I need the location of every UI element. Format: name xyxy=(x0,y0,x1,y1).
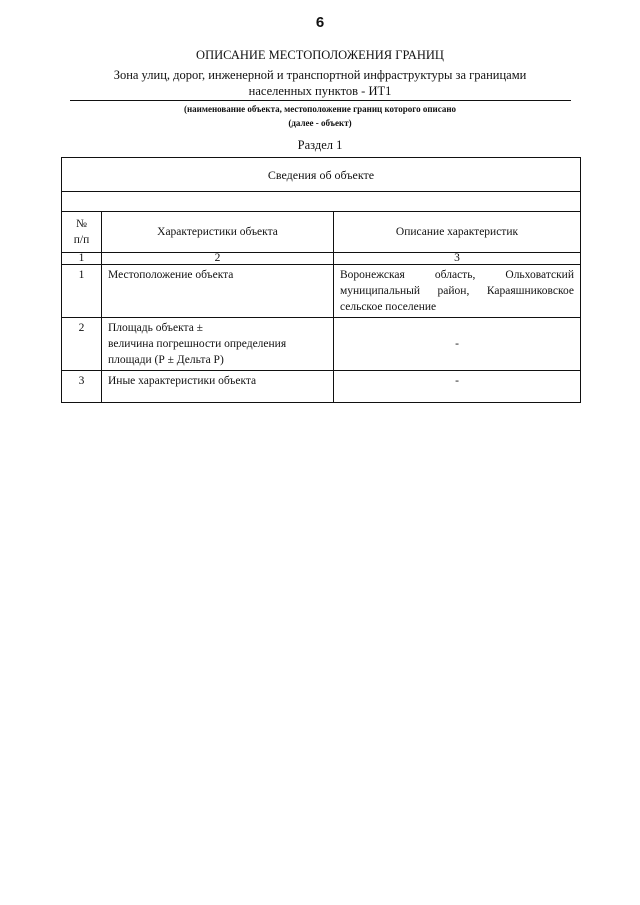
row-characteristic-line-2: величина погрешности определения площади (Р ± Дельта Р) xyxy=(108,338,287,366)
table-row xyxy=(62,371,581,403)
column-number-2: 2 xyxy=(102,253,334,265)
document-title: ОПИСАНИЕ МЕСТОПОЛОЖЕНИЯ ГРАНИЦ xyxy=(196,48,444,62)
row-characteristic: Местоположение объекта xyxy=(102,265,334,318)
row-description: - xyxy=(334,318,581,371)
column-header-characteristic: Характеристики объекта xyxy=(102,212,334,253)
table-blank-row xyxy=(62,192,581,212)
table-row xyxy=(62,265,581,318)
object-name-line-2: населенных пунктов - ИТ1 xyxy=(248,84,392,98)
row-characteristic xyxy=(102,318,334,371)
column-header-number: № п/п xyxy=(62,212,102,253)
section-label: Раздел 1 xyxy=(297,138,343,152)
blank-cell xyxy=(62,192,581,212)
page-number: 6 xyxy=(315,14,325,31)
row-number: 2 xyxy=(62,318,102,371)
column-number-row xyxy=(62,253,581,265)
column-header-row xyxy=(62,212,581,253)
table-header: Сведения об объекте xyxy=(62,158,581,192)
object-name-line-1: Зона улиц, дорог, инженерной и транспортной инфраструктуры за границами xyxy=(113,68,527,82)
row-characteristic-line-1: Площадь объекта ± xyxy=(108,322,203,334)
table-header-row xyxy=(62,158,581,192)
column-number-3: 3 xyxy=(334,253,581,265)
column-header-description: Описание характеристик xyxy=(334,212,581,253)
column-number-1: 1 xyxy=(62,253,102,265)
row-description: Воронежская область, Ольховатский муниципальный район, Караяшниковское сельское поселение xyxy=(334,265,581,318)
row-number: 3 xyxy=(62,371,102,403)
row-characteristic: Иные характеристики объекта xyxy=(102,371,334,403)
caption-line-2: (далее - объект) xyxy=(288,118,352,128)
object-info-table xyxy=(61,157,581,403)
row-number: 1 xyxy=(62,265,102,318)
row-description: - xyxy=(334,371,581,403)
object-name xyxy=(70,67,570,99)
caption-line-1: (наименование объекта, местоположение границ которого описано xyxy=(183,104,457,114)
table-row xyxy=(62,318,581,371)
underline-rule xyxy=(70,100,571,101)
